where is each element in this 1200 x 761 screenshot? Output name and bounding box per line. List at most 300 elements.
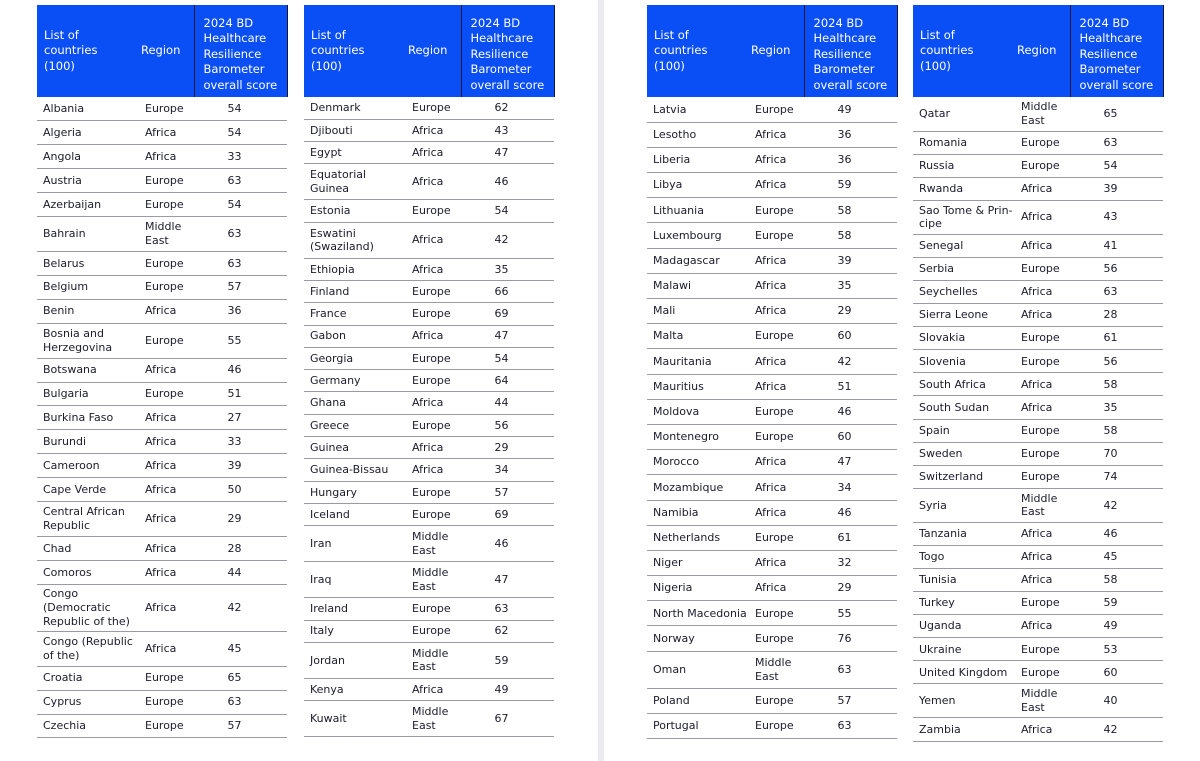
table-row bbox=[647, 601, 897, 626]
table-row bbox=[647, 299, 897, 324]
table-row bbox=[304, 620, 554, 642]
country-cell: Russia bbox=[913, 154, 1014, 177]
score-cell: 27 bbox=[194, 406, 287, 430]
score-cell: 54 bbox=[194, 121, 287, 145]
table-row bbox=[913, 661, 1163, 684]
score-cell: 51 bbox=[194, 382, 287, 406]
table-row bbox=[37, 193, 287, 217]
region-cell: Europe bbox=[138, 666, 194, 690]
table-row bbox=[37, 145, 287, 169]
header-score: 2024 BD Healthcare Resilience Barometer overall score bbox=[804, 5, 897, 97]
table-row bbox=[647, 651, 897, 688]
region-cell: Europe bbox=[405, 481, 461, 503]
header-score: 2024 BD Healthcare Resilience Barometer overall score bbox=[461, 5, 554, 97]
table-row bbox=[913, 304, 1163, 327]
region-cell: Europe bbox=[1014, 638, 1070, 661]
region-cell: Africa bbox=[748, 475, 804, 500]
region-cell: Europe bbox=[1014, 465, 1070, 488]
score-cell: 50 bbox=[194, 478, 287, 502]
country-cell: Greece bbox=[304, 414, 405, 436]
score-cell: 56 bbox=[1070, 350, 1163, 373]
country-cell: Poland bbox=[647, 688, 748, 713]
score-cell: 43 bbox=[1070, 200, 1163, 234]
table-row bbox=[913, 592, 1163, 615]
table-row bbox=[647, 198, 897, 223]
table-body bbox=[304, 97, 554, 737]
country-cell: Mali bbox=[647, 299, 748, 324]
country-cell: Senegal bbox=[913, 234, 1014, 257]
header-score: 2024 BD Healthcare Resilience Barometer overall score bbox=[194, 5, 287, 97]
table-row bbox=[913, 684, 1163, 718]
table-row bbox=[37, 690, 287, 714]
country-cell: South Sudan bbox=[913, 396, 1014, 419]
region-cell: Middle East bbox=[1014, 488, 1070, 522]
score-cell: 65 bbox=[1070, 97, 1163, 131]
table-row bbox=[304, 701, 554, 737]
table-row bbox=[37, 97, 287, 121]
region-cell: Africa bbox=[138, 584, 194, 631]
country-cell: Sierra Leone bbox=[913, 304, 1014, 327]
score-cell: 33 bbox=[194, 145, 287, 169]
score-cell: 35 bbox=[461, 258, 554, 280]
region-cell: Europe bbox=[1014, 327, 1070, 350]
country-cell: Switzerland bbox=[913, 465, 1014, 488]
country-cell: Tanzania bbox=[913, 522, 1014, 545]
score-cell: 58 bbox=[804, 198, 897, 223]
country-cell: Seychelles bbox=[913, 280, 1014, 303]
region-cell: Africa bbox=[138, 536, 194, 560]
score-cell: 47 bbox=[804, 450, 897, 475]
table-row bbox=[304, 678, 554, 700]
table-body bbox=[647, 97, 897, 739]
region-cell: Africa bbox=[748, 299, 804, 324]
table-header bbox=[304, 5, 554, 97]
table-row bbox=[304, 97, 554, 119]
region-cell: Africa bbox=[138, 560, 194, 584]
region-cell: Europe bbox=[405, 414, 461, 436]
country-cell: Bosnia and Herzegovina bbox=[37, 323, 138, 358]
region-cell: Middle East bbox=[138, 216, 194, 251]
region-cell: Europe bbox=[1014, 257, 1070, 280]
region-cell: Europe bbox=[748, 525, 804, 550]
region-cell: Africa bbox=[748, 248, 804, 273]
country-cell: Congo (Republic of the) bbox=[37, 631, 138, 666]
score-cell: 39 bbox=[804, 248, 897, 273]
score-cell: 35 bbox=[1070, 396, 1163, 419]
country-cell: Malta bbox=[647, 324, 748, 349]
region-cell: Africa bbox=[138, 631, 194, 666]
region-cell: Europe bbox=[138, 714, 194, 738]
country-cell: Uganda bbox=[913, 615, 1014, 638]
score-cell: 76 bbox=[804, 626, 897, 651]
score-cell: 57 bbox=[194, 275, 287, 299]
region-cell: Europe bbox=[405, 370, 461, 392]
table-row bbox=[37, 121, 287, 145]
region-cell: Middle East bbox=[405, 526, 461, 562]
region-cell: Africa bbox=[138, 501, 194, 536]
score-cell: 54 bbox=[1070, 154, 1163, 177]
country-cell: Mozambique bbox=[647, 475, 748, 500]
country-cell: Congo (Democratic Republic of the) bbox=[37, 584, 138, 631]
table-row bbox=[913, 442, 1163, 465]
table-row bbox=[304, 370, 554, 392]
table-row bbox=[37, 536, 287, 560]
country-cell: Belgium bbox=[37, 275, 138, 299]
country-cell: United Kingdom bbox=[913, 661, 1014, 684]
country-cell: South Africa bbox=[913, 373, 1014, 396]
country-cell: Libya bbox=[647, 173, 748, 198]
table-row bbox=[647, 324, 897, 349]
score-cell: 60 bbox=[804, 424, 897, 449]
score-cell: 69 bbox=[461, 303, 554, 325]
score-cell: 58 bbox=[1070, 419, 1163, 442]
region-cell: Africa bbox=[138, 358, 194, 382]
table-row bbox=[647, 349, 897, 374]
country-cell: Netherlands bbox=[647, 525, 748, 550]
score-cell: 29 bbox=[804, 576, 897, 601]
score-cell: 45 bbox=[1070, 545, 1163, 568]
score-cell: 62 bbox=[461, 97, 554, 119]
country-cell: Spain bbox=[913, 419, 1014, 442]
table-row bbox=[37, 478, 287, 502]
country-cell: Slovakia bbox=[913, 327, 1014, 350]
country-cell: Croatia bbox=[37, 666, 138, 690]
table-row bbox=[647, 97, 897, 122]
score-cell: 59 bbox=[804, 173, 897, 198]
score-cell: 39 bbox=[1070, 177, 1163, 200]
score-cell: 63 bbox=[194, 216, 287, 251]
table-row bbox=[913, 615, 1163, 638]
country-cell: Algeria bbox=[37, 121, 138, 145]
country-cell: Zambia bbox=[913, 718, 1014, 741]
country-cell: Chad bbox=[37, 536, 138, 560]
country-cell: Iceland bbox=[304, 503, 405, 525]
region-cell: Middle East bbox=[1014, 97, 1070, 131]
score-cell: 45 bbox=[194, 631, 287, 666]
region-cell: Middle East bbox=[405, 642, 461, 678]
table-row bbox=[304, 303, 554, 325]
table-row bbox=[304, 503, 554, 525]
score-cell: 63 bbox=[194, 169, 287, 193]
country-cell: Equatorial Guinea bbox=[304, 164, 405, 200]
score-cell: 67 bbox=[461, 701, 554, 737]
table-row bbox=[913, 327, 1163, 350]
table-row bbox=[913, 131, 1163, 154]
table-row bbox=[913, 154, 1163, 177]
country-cell: Botswana bbox=[37, 358, 138, 382]
score-cell: 42 bbox=[804, 349, 897, 374]
country-cell: Norway bbox=[647, 626, 748, 651]
score-cell: 60 bbox=[1070, 661, 1163, 684]
header-region: Region bbox=[748, 5, 804, 97]
score-cell: 34 bbox=[461, 459, 554, 481]
table-row bbox=[304, 119, 554, 141]
country-cell: Cameroon bbox=[37, 454, 138, 478]
table-row bbox=[37, 454, 287, 478]
header-countries: List of countries (100) bbox=[304, 5, 405, 97]
table-row bbox=[304, 562, 554, 598]
region-cell: Africa bbox=[1014, 373, 1070, 396]
country-cell: Central African Republic bbox=[37, 501, 138, 536]
region-cell: Africa bbox=[1014, 569, 1070, 592]
score-cell: 43 bbox=[461, 119, 554, 141]
table-row bbox=[647, 525, 897, 550]
country-cell: Hungary bbox=[304, 481, 405, 503]
country-cell: Namibia bbox=[647, 500, 748, 525]
table-row bbox=[304, 598, 554, 620]
region-cell: Africa bbox=[748, 273, 804, 298]
region-cell: Africa bbox=[138, 478, 194, 502]
table-row bbox=[913, 200, 1163, 234]
country-table-1 bbox=[37, 5, 288, 738]
region-cell: Africa bbox=[405, 437, 461, 459]
score-cell: 57 bbox=[461, 481, 554, 503]
score-cell: 44 bbox=[461, 392, 554, 414]
score-cell: 59 bbox=[461, 642, 554, 678]
country-cell: Angola bbox=[37, 145, 138, 169]
country-cell: Togo bbox=[913, 545, 1014, 568]
region-cell: Africa bbox=[748, 450, 804, 475]
score-cell: 29 bbox=[461, 437, 554, 459]
region-cell: Europe bbox=[1014, 592, 1070, 615]
score-cell: 63 bbox=[804, 713, 897, 738]
score-cell: 47 bbox=[461, 142, 554, 164]
score-cell: 46 bbox=[461, 164, 554, 200]
region-cell: Europe bbox=[1014, 419, 1070, 442]
score-cell: 40 bbox=[1070, 684, 1163, 718]
region-cell: Europe bbox=[138, 169, 194, 193]
country-cell: Bahrain bbox=[37, 216, 138, 251]
region-cell: Europe bbox=[748, 688, 804, 713]
country-cell: Guinea bbox=[304, 437, 405, 459]
country-cell: North Macedonia bbox=[647, 601, 748, 626]
region-cell: Europe bbox=[405, 347, 461, 369]
score-cell: 53 bbox=[1070, 638, 1163, 661]
country-cell: Cyprus bbox=[37, 690, 138, 714]
score-cell: 36 bbox=[804, 147, 897, 172]
region-cell: Middle East bbox=[405, 562, 461, 598]
region-cell: Middle East bbox=[405, 701, 461, 737]
score-cell: 46 bbox=[804, 500, 897, 525]
country-cell: Slovenia bbox=[913, 350, 1014, 373]
region-cell: Middle East bbox=[748, 651, 804, 688]
score-cell: 35 bbox=[804, 273, 897, 298]
table-row bbox=[913, 488, 1163, 522]
country-cell: Kenya bbox=[304, 678, 405, 700]
score-cell: 46 bbox=[804, 399, 897, 424]
score-cell: 54 bbox=[461, 347, 554, 369]
score-cell: 29 bbox=[804, 299, 897, 324]
table-row bbox=[647, 713, 897, 738]
country-cell: Morocco bbox=[647, 450, 748, 475]
table-row bbox=[304, 481, 554, 503]
table-row bbox=[647, 424, 897, 449]
score-cell: 63 bbox=[804, 651, 897, 688]
region-cell: Europe bbox=[748, 97, 804, 122]
country-cell: Djibouti bbox=[304, 119, 405, 141]
score-cell: 54 bbox=[194, 193, 287, 217]
score-cell: 59 bbox=[1070, 592, 1163, 615]
region-cell: Europe bbox=[1014, 350, 1070, 373]
region-cell: Europe bbox=[138, 275, 194, 299]
country-cell: Azerbaijan bbox=[37, 193, 138, 217]
country-cell: Serbia bbox=[913, 257, 1014, 280]
score-cell: 58 bbox=[1070, 569, 1163, 592]
country-cell: Denmark bbox=[304, 97, 405, 119]
score-cell: 42 bbox=[1070, 718, 1163, 741]
table-body bbox=[913, 97, 1163, 741]
region-cell: Africa bbox=[748, 550, 804, 575]
country-cell: Eswatini (Swaziland) bbox=[304, 222, 405, 258]
table-row bbox=[647, 450, 897, 475]
region-cell: Africa bbox=[748, 147, 804, 172]
country-cell: Italy bbox=[304, 620, 405, 642]
region-cell: Europe bbox=[138, 690, 194, 714]
score-cell: 44 bbox=[194, 560, 287, 584]
table-row bbox=[304, 164, 554, 200]
score-cell: 51 bbox=[804, 374, 897, 399]
table-row bbox=[37, 169, 287, 193]
region-cell: Africa bbox=[405, 164, 461, 200]
table-row bbox=[304, 142, 554, 164]
score-cell: 42 bbox=[1070, 488, 1163, 522]
region-cell: Europe bbox=[1014, 442, 1070, 465]
country-cell: Qatar bbox=[913, 97, 1014, 131]
region-cell: Europe bbox=[138, 97, 194, 121]
region-cell: Europe bbox=[1014, 154, 1070, 177]
region-cell: Africa bbox=[405, 119, 461, 141]
region-cell: Europe bbox=[405, 598, 461, 620]
region-cell: Africa bbox=[405, 678, 461, 700]
region-cell: Africa bbox=[748, 122, 804, 147]
region-cell: Africa bbox=[1014, 522, 1070, 545]
country-cell: Czechia bbox=[37, 714, 138, 738]
country-cell: Comoros bbox=[37, 560, 138, 584]
table-row bbox=[304, 222, 554, 258]
country-cell: Nigeria bbox=[647, 576, 748, 601]
table-row bbox=[647, 147, 897, 172]
region-cell: Europe bbox=[405, 97, 461, 119]
table-row bbox=[913, 257, 1163, 280]
table-row bbox=[913, 97, 1163, 131]
region-cell: Africa bbox=[138, 430, 194, 454]
score-cell: 46 bbox=[1070, 522, 1163, 545]
region-cell: Africa bbox=[1014, 234, 1070, 257]
table-row bbox=[304, 459, 554, 481]
score-cell: 49 bbox=[1070, 615, 1163, 638]
region-cell: Africa bbox=[1014, 615, 1070, 638]
table-row bbox=[647, 248, 897, 273]
country-cell: Lesotho bbox=[647, 122, 748, 147]
score-cell: 66 bbox=[461, 280, 554, 302]
table-row bbox=[37, 382, 287, 406]
country-cell: France bbox=[304, 303, 405, 325]
score-cell: 63 bbox=[1070, 131, 1163, 154]
country-cell: Ghana bbox=[304, 392, 405, 414]
table-row bbox=[37, 251, 287, 275]
score-cell: 46 bbox=[461, 526, 554, 562]
table-row bbox=[647, 273, 897, 298]
score-cell: 54 bbox=[194, 97, 287, 121]
country-cell: Tunisia bbox=[913, 569, 1014, 592]
table-row bbox=[913, 373, 1163, 396]
table-row bbox=[913, 177, 1163, 200]
score-cell: 58 bbox=[804, 223, 897, 248]
region-cell: Africa bbox=[748, 374, 804, 399]
score-cell: 47 bbox=[461, 325, 554, 347]
table-header bbox=[37, 5, 287, 97]
region-cell: Europe bbox=[1014, 661, 1070, 684]
country-cell: Bulgaria bbox=[37, 382, 138, 406]
table-row bbox=[647, 688, 897, 713]
region-cell: Africa bbox=[405, 258, 461, 280]
region-cell: Africa bbox=[405, 222, 461, 258]
country-cell: Egypt bbox=[304, 142, 405, 164]
country-cell: Gabon bbox=[304, 325, 405, 347]
region-cell: Africa bbox=[1014, 200, 1070, 234]
country-cell: Niger bbox=[647, 550, 748, 575]
region-cell: Africa bbox=[1014, 396, 1070, 419]
table-row bbox=[37, 666, 287, 690]
region-cell: Europe bbox=[748, 601, 804, 626]
score-cell: 28 bbox=[194, 536, 287, 560]
country-cell: Rwanda bbox=[913, 177, 1014, 200]
region-cell: Europe bbox=[405, 303, 461, 325]
region-cell: Africa bbox=[748, 173, 804, 198]
table-row bbox=[37, 323, 287, 358]
score-cell: 41 bbox=[1070, 234, 1163, 257]
score-cell: 65 bbox=[194, 666, 287, 690]
header-countries: List of countries (100) bbox=[913, 5, 1014, 97]
table-row bbox=[37, 560, 287, 584]
score-cell: 63 bbox=[461, 598, 554, 620]
region-cell: Africa bbox=[138, 121, 194, 145]
country-cell: Montenegro bbox=[647, 424, 748, 449]
country-cell: Mauritania bbox=[647, 349, 748, 374]
table-row bbox=[37, 358, 287, 382]
country-cell: Benin bbox=[37, 299, 138, 323]
region-cell: Africa bbox=[405, 459, 461, 481]
table-body bbox=[37, 97, 287, 738]
table-row bbox=[304, 642, 554, 678]
header-score: 2024 BD Healthcare Resilience Barometer overall score bbox=[1070, 5, 1163, 97]
score-cell: 63 bbox=[194, 690, 287, 714]
region-cell: Europe bbox=[405, 200, 461, 222]
country-cell: Ireland bbox=[304, 598, 405, 620]
region-cell: Africa bbox=[1014, 177, 1070, 200]
region-cell: Africa bbox=[405, 325, 461, 347]
header-region: Region bbox=[1014, 5, 1070, 97]
score-cell: 61 bbox=[804, 525, 897, 550]
table-row bbox=[304, 258, 554, 280]
table-row bbox=[913, 522, 1163, 545]
table-row bbox=[37, 430, 287, 454]
country-cell: Belarus bbox=[37, 251, 138, 275]
region-cell: Europe bbox=[138, 382, 194, 406]
score-cell: 63 bbox=[194, 251, 287, 275]
score-cell: 64 bbox=[461, 370, 554, 392]
table-row bbox=[647, 223, 897, 248]
country-cell: Lithuania bbox=[647, 198, 748, 223]
table-row bbox=[913, 638, 1163, 661]
region-cell: Europe bbox=[748, 324, 804, 349]
region-cell: Europe bbox=[748, 713, 804, 738]
region-cell: Africa bbox=[405, 142, 461, 164]
country-cell: Georgia bbox=[304, 347, 405, 369]
score-cell: 29 bbox=[194, 501, 287, 536]
score-cell: 49 bbox=[804, 97, 897, 122]
country-cell: Oman bbox=[647, 651, 748, 688]
